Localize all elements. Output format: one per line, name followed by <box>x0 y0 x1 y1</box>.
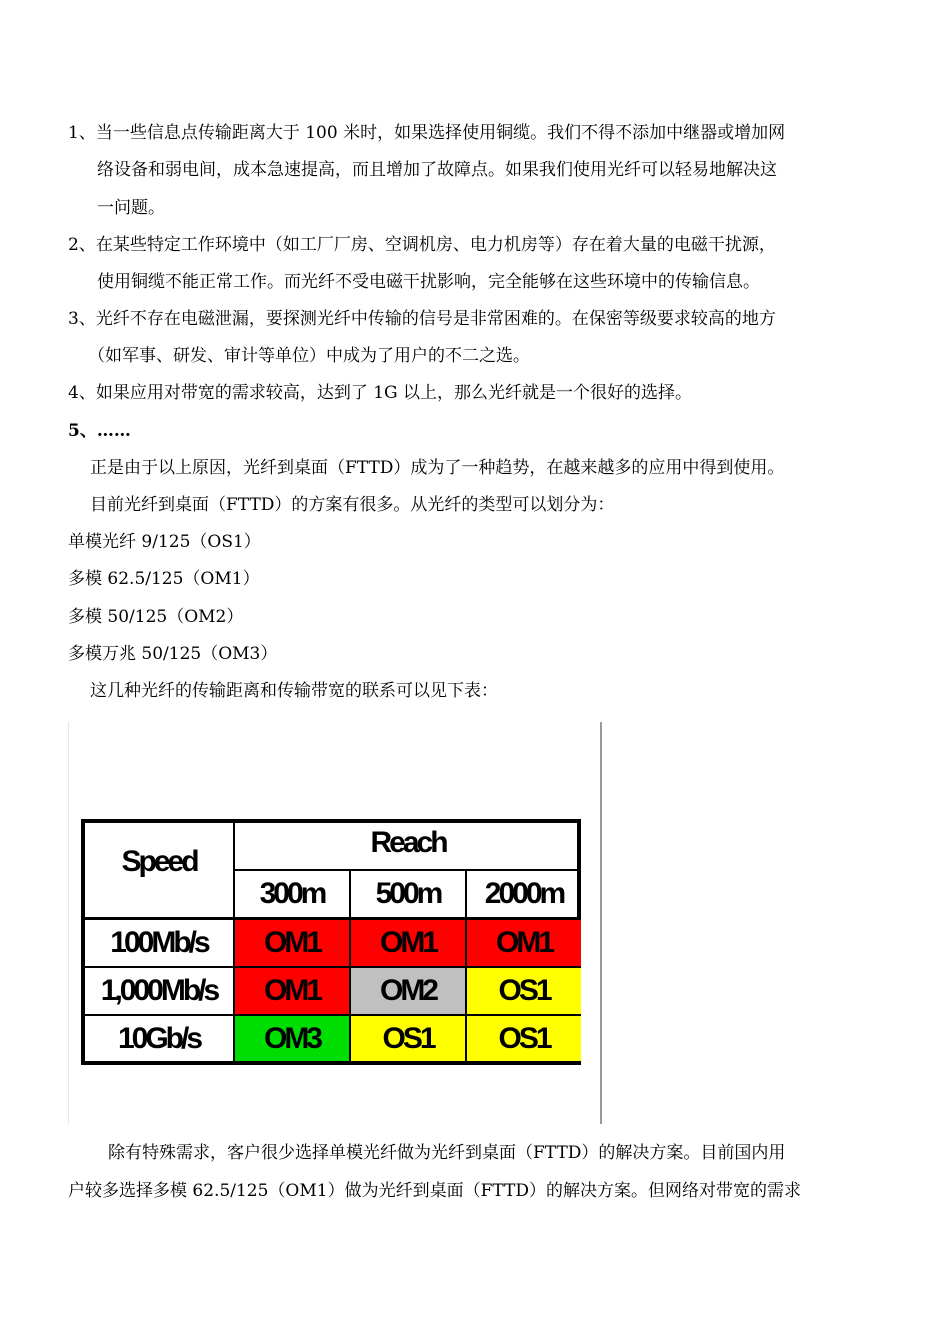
grid-hline-row1 <box>85 966 581 968</box>
speed-row-10gbs: 10Gb/s <box>117 1021 201 1055</box>
table-cell-r2-c3: OS1 <box>467 968 581 1014</box>
list-item-1-line-3: 一问题。 <box>97 198 165 218</box>
table-cell-r2-c2: OM2 <box>351 968 465 1014</box>
list-item-4: 4、如果应用对带宽的需求较高，达到了 1G 以上，那么光纤就是一个很好的选择。 <box>68 383 693 403</box>
paragraph-trend: 正是由于以上原因，光纤到桌面（FTTD）成为了一种趋势，在越来越多的应用中得到使用。 <box>90 458 785 478</box>
table-cell-r1-c3: OM1 <box>467 920 581 966</box>
table-cell-r2-c1: OM1 <box>235 968 349 1014</box>
grid-hline-header <box>85 917 581 920</box>
speed-row-1000mbs: 1,000Mb/s <box>100 974 218 1007</box>
grid-vline-3 <box>465 869 467 1061</box>
list-item-3-line-1: 3、光纤不存在电磁泄漏，要探测光纤中传输的信号是非常困难的。在保密等级要求较高的地方 <box>68 309 776 329</box>
paragraph-final-line-2: 户较多选择多模 62.5/125（OM1）做为光纤到桌面（FTTD）的解决方案。但网络对带宽的需求 <box>68 1181 802 1201</box>
paragraph-types: 目前光纤到桌面（FTTD）的方案有很多。从光纤的类型可以划分为： <box>90 495 615 515</box>
speed-row-100mbs: 100Mb/s <box>110 926 208 959</box>
fiber-type-os1: 单模光纤 9/125（OS1） <box>68 532 261 552</box>
reach-col-2000m: 2000m <box>484 877 564 910</box>
fiber-type-om3: 多模万兆 50/125（OM3） <box>68 644 278 664</box>
grid-vline-1 <box>233 823 235 1061</box>
grid-hline-reach <box>235 869 581 871</box>
list-item-2-line-1: 2、在某些特定工作环境中（如工厂厂房、空调机房、电力机房等）存在着大量的电磁干扰源， <box>68 235 776 255</box>
table-cell-r1-c1: OM1 <box>235 920 349 966</box>
list-item-3-line-2: （如军事、研发、审计等单位）中成为了用户的不二之选。 <box>88 346 530 366</box>
grid-hline-row2 <box>85 1014 581 1016</box>
list-item-2-line-2: 使用铜缆不能正常工作。而光纤不受电磁干扰影响，完全能够在这些环境中的传输信息。 <box>97 272 760 292</box>
list-item-1-line-2: 络设备和弱电间，成本急速提高，而且增加了故障点。如果我们使用光纤可以轻易地解决这 <box>97 160 777 180</box>
fiber-type-om2: 多模 50/125（OM2） <box>68 607 244 627</box>
table-cell-r3-c3: OS1 <box>467 1016 581 1061</box>
list-item-5: 5、…… <box>68 421 131 441</box>
reach-col-500m: 500m <box>375 877 441 910</box>
table-cell-r3-c1: OM3 <box>235 1016 349 1061</box>
fiber-type-om1: 多模 62.5/125（OM1） <box>68 569 260 589</box>
speed-header: Speed <box>121 845 197 878</box>
fiber-reach-table <box>81 819 581 1065</box>
grid-vline-2 <box>349 869 351 1061</box>
paragraph-table-intro: 这几种光纤的传输距离和传输带宽的联系可以见下表： <box>90 681 498 701</box>
list-item-1-line-1: 1、当一些信息点传输距离大于 100 米时，如果选择使用铜缆。我们不得不添加中继器或增加网 <box>68 123 786 143</box>
reach-col-300m: 300m <box>259 877 325 910</box>
paragraph-final-line-1: 除有特殊需求，客户很少选择单模光纤做为光纤到桌面（FTTD）的解决方案。目前国内用 <box>108 1143 786 1163</box>
reach-header: Reach <box>370 826 446 859</box>
table-cell-r1-c2: OM1 <box>351 920 465 966</box>
table-cell-r3-c2: OS1 <box>351 1016 465 1061</box>
